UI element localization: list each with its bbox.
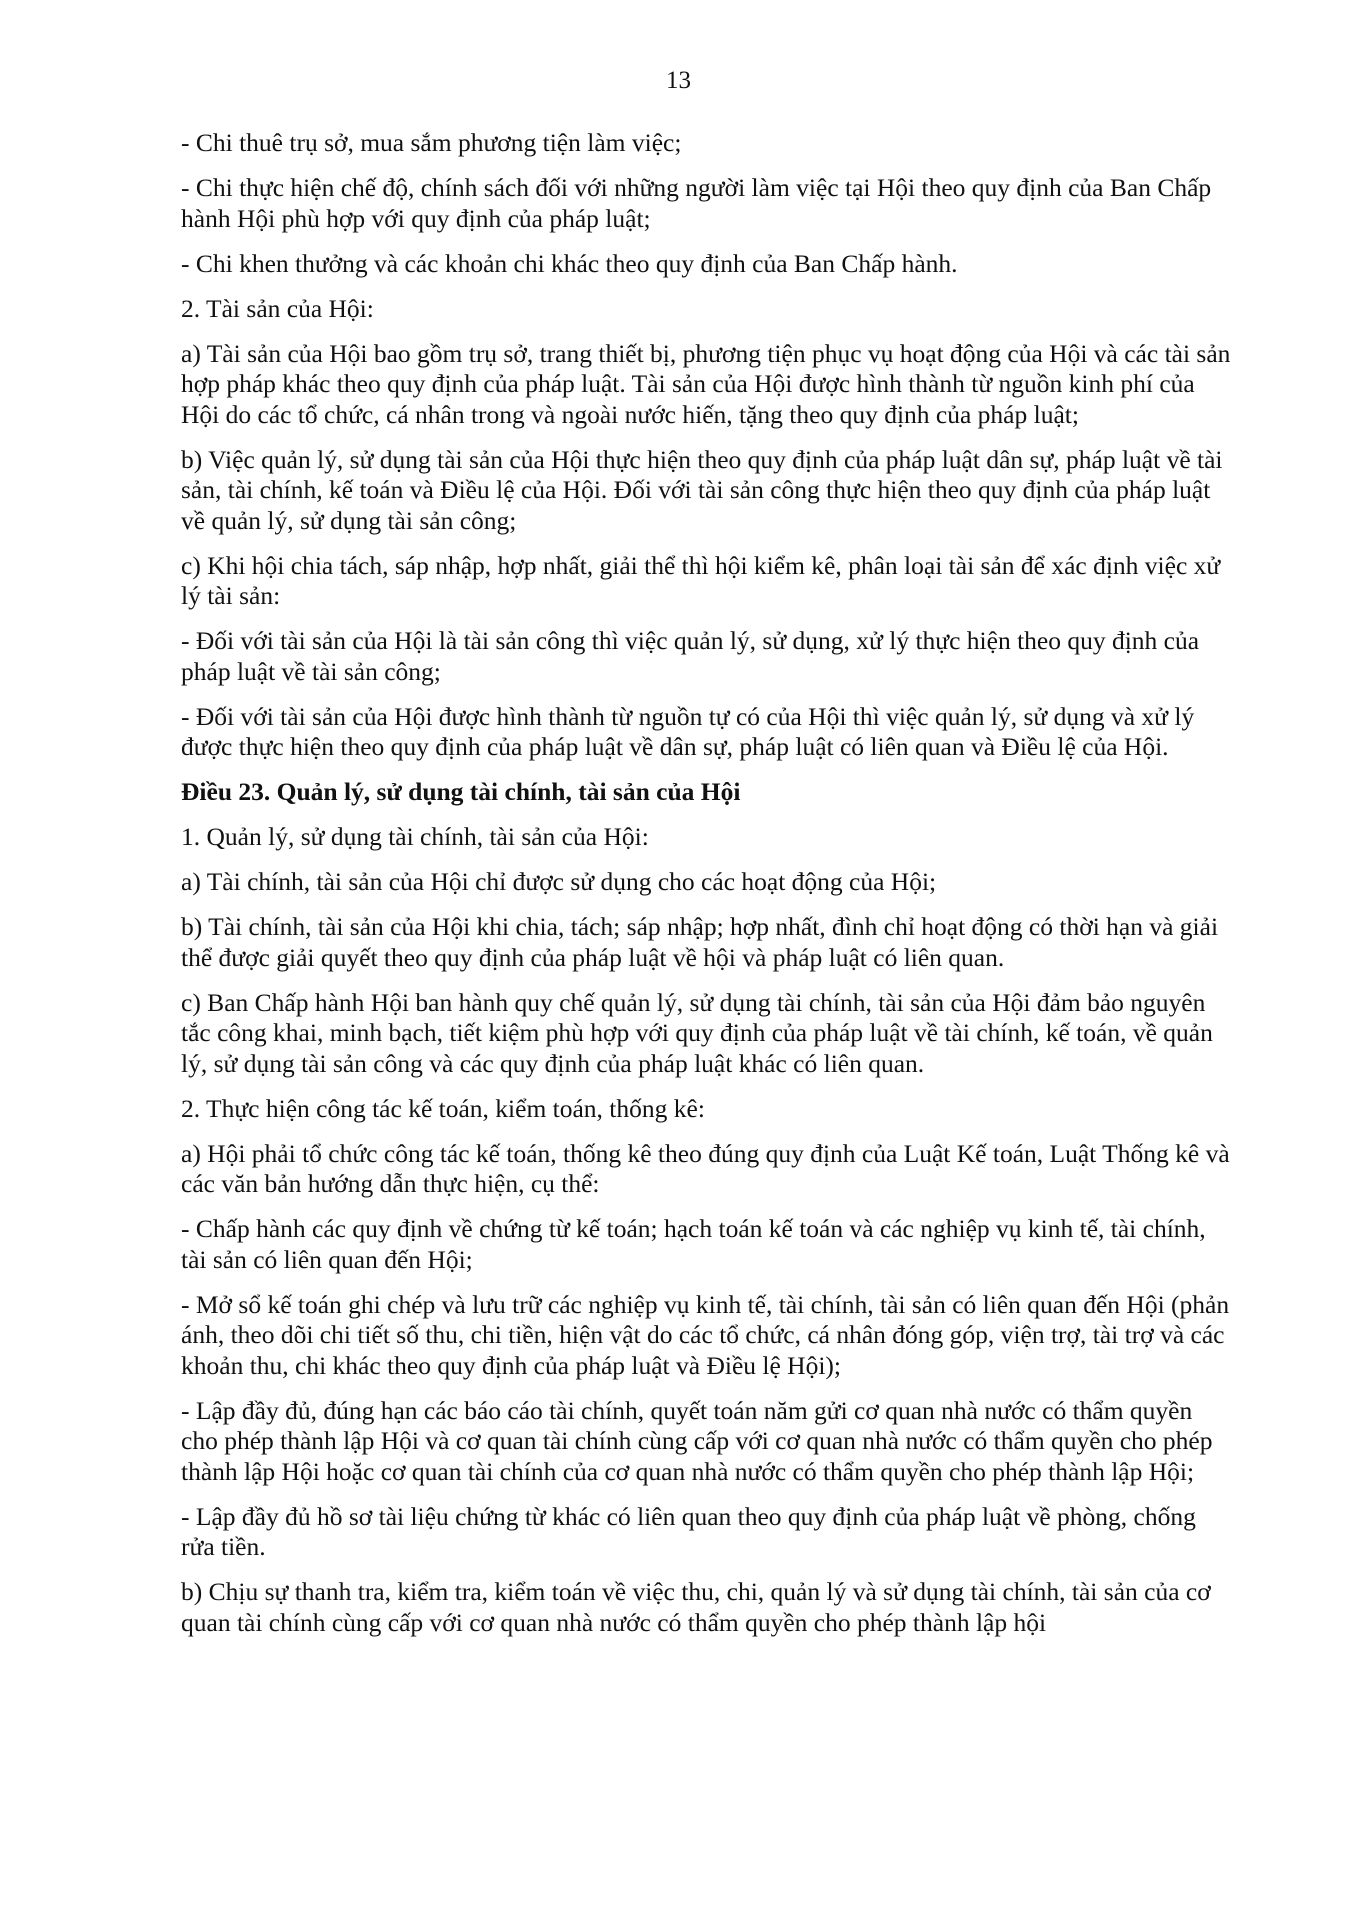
paragraph: - Chi thực hiện chế độ, chính sách đối với những người làm việc tại Hội theo quy định của Ban Chấp hành Hội phù hợp với quy định của pháp luật; (181, 173, 1212, 233)
paragraph: - Chấp hành các quy định về chứng từ kế toán; hạch toán kế toán và các nghiệp vụ kinh tế, tài chính, tài sản có liên quan đến Hội; (181, 1214, 1206, 1274)
paragraph: - Lập đầy đủ hồ sơ tài liệu chứng từ khác có liên quan theo quy định của pháp luật về phòng, chống rửa tiền. (181, 1501, 1196, 1561)
article-heading: Điều 23. Quản lý, sử dụng tài chính, tài sản của Hội (181, 777, 741, 806)
paragraph: - Mở sổ kế toán ghi chép và lưu trữ các nghiệp vụ kinh tế, tài chính, tài sản có liên quan đến Hội (phản ánh, theo dõi chi tiết số thu, chi tiền, hiện vật do các tổ chức, cá nhân đóng góp, viện trợ, tài trợ và các khoản thu, chi khác theo quy định của pháp luật và Điều lệ Hội); (181, 1289, 1230, 1380)
paragraph: b) Việc quản lý, sử dụng tài sản của Hội thực hiện theo quy định của pháp luật dân sự, pháp luật về tài sản, tài chính, kế toán và Điều lệ của Hội. Đối với tài sản công thực hiện theo quy định của pháp luật về quản lý, sử dụng tài sản công; (181, 444, 1223, 535)
paragraph: a) Tài sản của Hội bao gồm trụ sở, trang thiết bị, phương tiện phục vụ hoạt động của Hội và các tài sản hợp pháp khác theo quy định của pháp luật. Tài sản của Hội được hình thành từ nguồn kinh phí của Hội do các tổ chức, cá nhân trong và ngoài nước hiến, tặng theo quy định của pháp luật; (181, 338, 1231, 429)
paragraph: c) Khi hội chia tách, sáp nhập, hợp nhất, giải thể thì hội kiểm kê, phân loại tài sản để xác định việc xử lý tài sản: (181, 550, 1221, 610)
paragraph: - Đối với tài sản của Hội được hình thành từ nguồn tự có của Hội thì việc quản lý, sử dụng và xử lý được thực hiện theo quy định của pháp luật về dân sự, pháp luật có liên quan và Điều lệ của Hội. (181, 701, 1195, 761)
paragraph: b) Tài chính, tài sản của Hội khi chia, tách; sáp nhập; hợp nhất, đình chỉ hoạt động có thời hạn và giải thể được giải quyết theo quy định của pháp luật về hội và pháp luật có liên quan. (181, 912, 1219, 972)
paragraph: 2. Thực hiện công tác kế toán, kiểm toán, thống kê: (181, 1093, 705, 1123)
paragraph: - Lập đầy đủ, đúng hạn các báo cáo tài chính, quyết toán năm gửi cơ quan nhà nước có thẩm quyền cho phép thành lập Hội và cơ quan tài chính cùng cấp với cơ quan nhà nước có thẩm quyền cho phép thành lập Hội hoặc cơ quan tài chính của cơ quan nhà nước có thẩm quyền cho phép thành lập Hội; (181, 1395, 1213, 1486)
page-number: 13 (666, 67, 691, 94)
paragraph: a) Hội phải tổ chức công tác kế toán, thống kê theo đúng quy định của Luật Kế toán, Luật Thống kê và các văn bản hướng dẫn thực hiện, cụ thể: (181, 1138, 1230, 1198)
paragraph: - Chi thuê trụ sở, mua sắm phương tiện làm việc; (181, 128, 682, 157)
paragraph: 2. Tài sản của Hội: (181, 293, 374, 323)
paragraph: b) Chịu sự thanh tra, kiểm tra, kiểm toán về việc thu, chi, quản lý và sử dụng tài chính, tài sản của cơ quan tài chính cùng cấp với cơ quan nhà nước có thẩm quyền cho phép thành lập hội (181, 1577, 1211, 1637)
paragraph: a) Tài chính, tài sản của Hội chỉ được sử dụng cho các hoạt động của Hội; (181, 867, 937, 896)
paragraph: - Đối với tài sản của Hội là tài sản công thì việc quản lý, sử dụng, xử lý thực hiện theo quy định của pháp luật về tài sản công; (181, 626, 1200, 686)
document-body (181, 128, 1231, 1653)
paragraph: - Chi khen thưởng và các khoản chi khác theo quy định của Ban Chấp hành. (181, 248, 958, 278)
paragraph: 1. Quản lý, sử dụng tài chính, tài sản của Hội: (181, 822, 649, 851)
paragraph: c) Ban Chấp hành Hội ban hành quy chế quản lý, sử dụng tài chính, tài sản của Hội đảm bảo nguyên tắc công khai, minh bạch, tiết kiệm phù hợp với quy định của pháp luật về tài chính, kế toán, về quản lý, sử dụng tài sản công và các quy định của pháp luật khác có liên quan. (181, 987, 1213, 1078)
